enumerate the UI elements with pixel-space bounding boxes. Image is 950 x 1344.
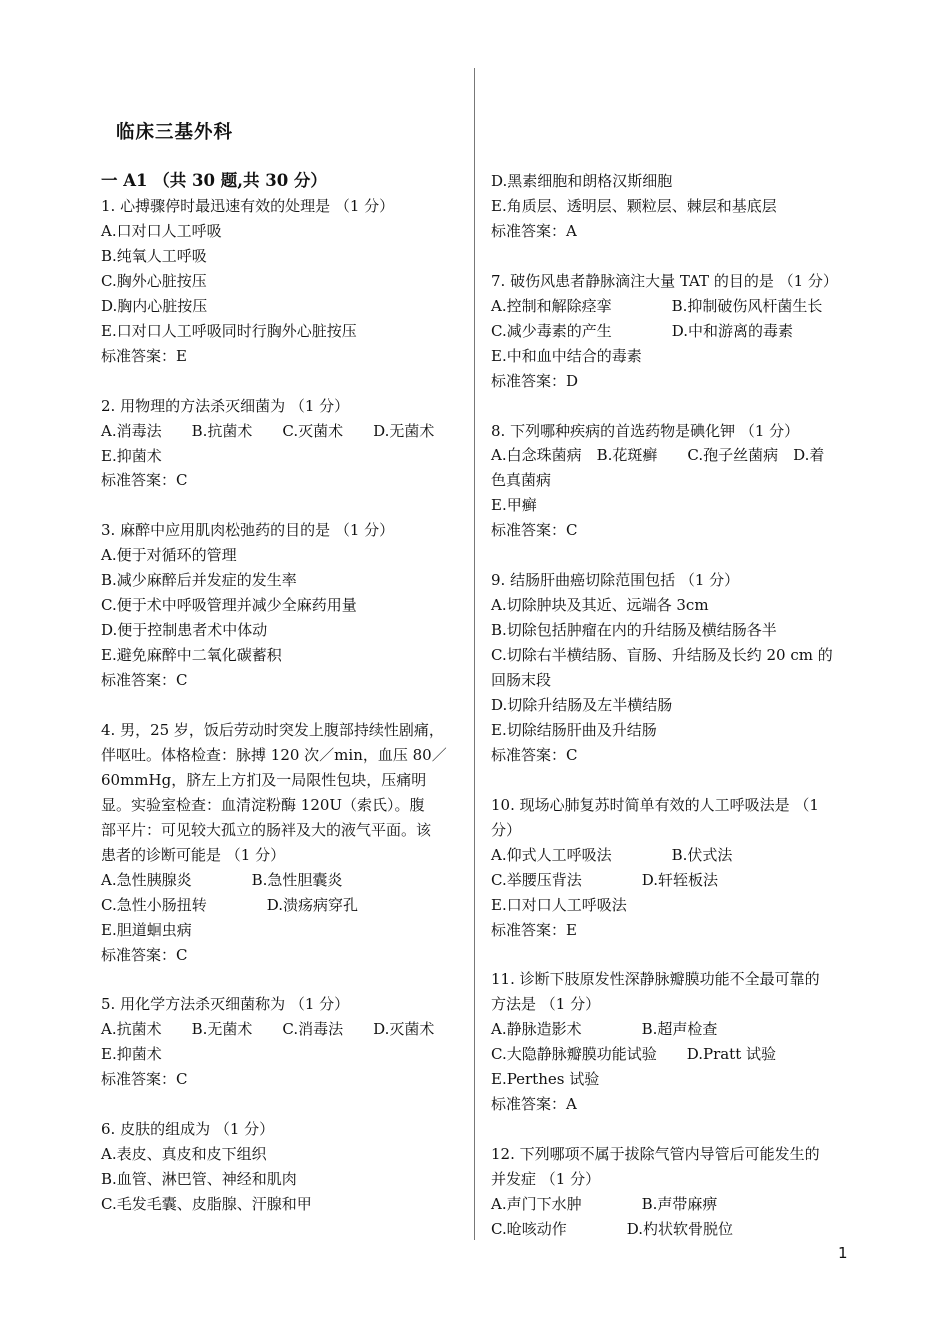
text-line: 标准答案：C xyxy=(101,945,188,964)
text-line: 6. 皮肤的组成为 （1 分） xyxy=(101,1120,275,1139)
text-line: 标准答案：C xyxy=(491,745,578,764)
text-line: 标准答案：C xyxy=(101,1070,188,1089)
text-line: 显。实验室检查：血清淀粉酶 120U（索氏）。腹 xyxy=(101,795,425,814)
text-line: 并发症 （1 分） xyxy=(491,1170,601,1188)
text-line: C.胸外心脏按压 xyxy=(101,271,207,290)
text-line: E.甲癣 xyxy=(491,496,537,515)
text-line: 色真菌病 xyxy=(491,471,552,490)
text-line: E.切除结肠肝曲及升结肠 xyxy=(491,720,657,739)
text-line: 部平片：可见较大孤立的肠袢及大的液气平面。该 xyxy=(101,820,432,839)
text-line: 4. 男，25 岁，饭后劳动时突发上腹部持续性剧痛， xyxy=(101,720,444,739)
text-line: E.口对口人工呼吸法 xyxy=(491,895,627,914)
text-line: 9. 结肠肝曲癌切除范围包括 （1 分） xyxy=(491,571,740,590)
text-line: E.避免麻醉中二氧化碳蓄积 xyxy=(101,646,282,665)
text-line: 标准答案：C xyxy=(491,521,578,540)
text-line: 标准答案：E xyxy=(101,346,187,365)
text-line: A.声门下水肿 B.声带麻痹 xyxy=(491,1194,718,1213)
text-line: 1. 心搏骤停时最迅速有效的处理是 （1 分） xyxy=(101,197,395,215)
text-line: B.切除包括肿瘤在内的升结肠及横结肠各半 xyxy=(491,621,777,640)
text-line: A.便于对循环的管理 xyxy=(101,546,237,565)
text-line: 12. 下列哪项不属于拔除气管内导管后可能发生的 xyxy=(491,1145,820,1164)
text-line: A.口对口人工呼吸 xyxy=(101,221,222,240)
text-line: C.切除右半横结肠、盲肠、升结肠及长约 20 cm 的 xyxy=(491,646,833,665)
text-line: C.毛发毛囊、皮脂腺、汗腺和甲 xyxy=(101,1195,312,1213)
text-line: 标准答案：A xyxy=(491,1095,577,1114)
text-line: 10. 现场心肺复苏时简单有效的人工呼吸法是 （1 xyxy=(491,795,819,814)
text-line: B.减少麻醉后并发症的发生率 xyxy=(101,571,297,590)
section-heading: 一 A1 （共 30 题,共 30 分） xyxy=(101,171,327,190)
text-line: 60mmHg，脐左上方扪及一局限性包块，压痛明 xyxy=(101,770,427,789)
text-line: 标准答案：E xyxy=(491,920,577,939)
text-line: 5. 用化学方法杀灭细菌称为 （1 分） xyxy=(101,995,350,1014)
text-line: 8. 下列哪种疾病的首选药物是碘化钾 （1 分） xyxy=(491,421,800,440)
text-line: C.举腰压背法 D.轩轾板法 xyxy=(491,870,718,889)
text-line: A.静脉造影术 B.超声检查 xyxy=(491,1020,718,1039)
text-line: E.抑菌术 xyxy=(101,1045,162,1064)
text-line: A.抗菌术 B.无菌术 C.消毒法 D.灭菌术 xyxy=(101,1020,435,1039)
text-line: A.仰式人工呼吸法 B.伏式法 xyxy=(491,845,733,864)
page-number: 1 xyxy=(838,1244,848,1262)
text-line: A.表皮、真皮和皮下组织 xyxy=(101,1145,267,1164)
text-line: E.胆道蛔虫病 xyxy=(101,920,192,939)
text-line: 标准答案：C xyxy=(101,471,188,490)
page-title: 临床三基外科 xyxy=(116,122,234,143)
text-line: 2. 用物理的方法杀灭细菌为 （1 分） xyxy=(101,396,350,415)
text-line: E.口对口人工呼吸同时行胸外心脏按压 xyxy=(101,321,357,340)
text-line: E.Perthes 试验 xyxy=(491,1070,600,1089)
text-line: E.中和血中结合的毒素 xyxy=(491,346,642,365)
text-line: A.切除肿块及其近、远端各 3cm xyxy=(491,596,709,615)
text-line: 分） xyxy=(491,820,522,839)
text-line: E.抑菌术 xyxy=(101,446,162,465)
text-line: B.纯氧人工呼吸 xyxy=(101,246,207,265)
text-line: 7. 破伤风患者静脉滴注大量 TAT 的目的是 （1 分） xyxy=(491,271,838,290)
text-line: D.切除升结肠及左半横结肠 xyxy=(491,695,673,714)
text-line: A.控制和解除痉挛 B.抑制破伤风杆菌生长 xyxy=(491,296,823,315)
text-line: 标准答案：C xyxy=(101,671,188,690)
text-line: E.角质层、透明层、颗粒层、棘层和基底层 xyxy=(491,196,777,215)
text-line: A.消毒法 B.抗菌术 C.灭菌术 D.无菌术 xyxy=(101,421,435,440)
text-line: 伴呕吐。体格检查：脉搏 120 次／min，血压 80／ xyxy=(101,745,447,764)
text-line: 患者的诊断可能是 （1 分） xyxy=(101,845,286,864)
text-line: 标准答案：A xyxy=(491,221,577,240)
text-line: 标准答案：D xyxy=(491,371,579,390)
text-line: A.急性胰腺炎 B.急性胆囊炎 xyxy=(101,870,343,889)
text-line: D.便于控制患者术中体动 xyxy=(101,621,268,640)
text-line: C.大隐静脉瓣膜功能试验 D.Pratt 试验 xyxy=(491,1045,777,1064)
text-line: A.白念珠菌病 B.花斑癣 C.孢子丝菌病 D.着 xyxy=(491,446,825,465)
text-line: 3. 麻醉中应用肌肉松弛药的目的是 （1 分） xyxy=(101,521,395,540)
text-line: C.急性小肠扭转 D.溃疡病穿孔 xyxy=(101,895,358,914)
text-line: 回肠末段 xyxy=(491,671,552,689)
text-line: D.胸内心脏按压 xyxy=(101,296,208,315)
text-line: 11. 诊断下肢原发性深静脉瓣膜功能不全最可靠的 xyxy=(491,970,820,989)
text-line: C.减少毒素的产生 D.中和游离的毒素 xyxy=(491,321,793,340)
text-line: 方法是 （1 分） xyxy=(491,995,601,1014)
text-line: C.呛咳动作 D.杓状软骨脱位 xyxy=(491,1219,733,1238)
column-divider xyxy=(474,68,475,1240)
text-line: B.血管、淋巴管、神经和肌肉 xyxy=(101,1170,297,1189)
text-line: C.便于术中呼吸管理并减少全麻药用量 xyxy=(101,596,357,615)
text-line: D.黑素细胞和朗格汉斯细胞 xyxy=(491,172,673,190)
